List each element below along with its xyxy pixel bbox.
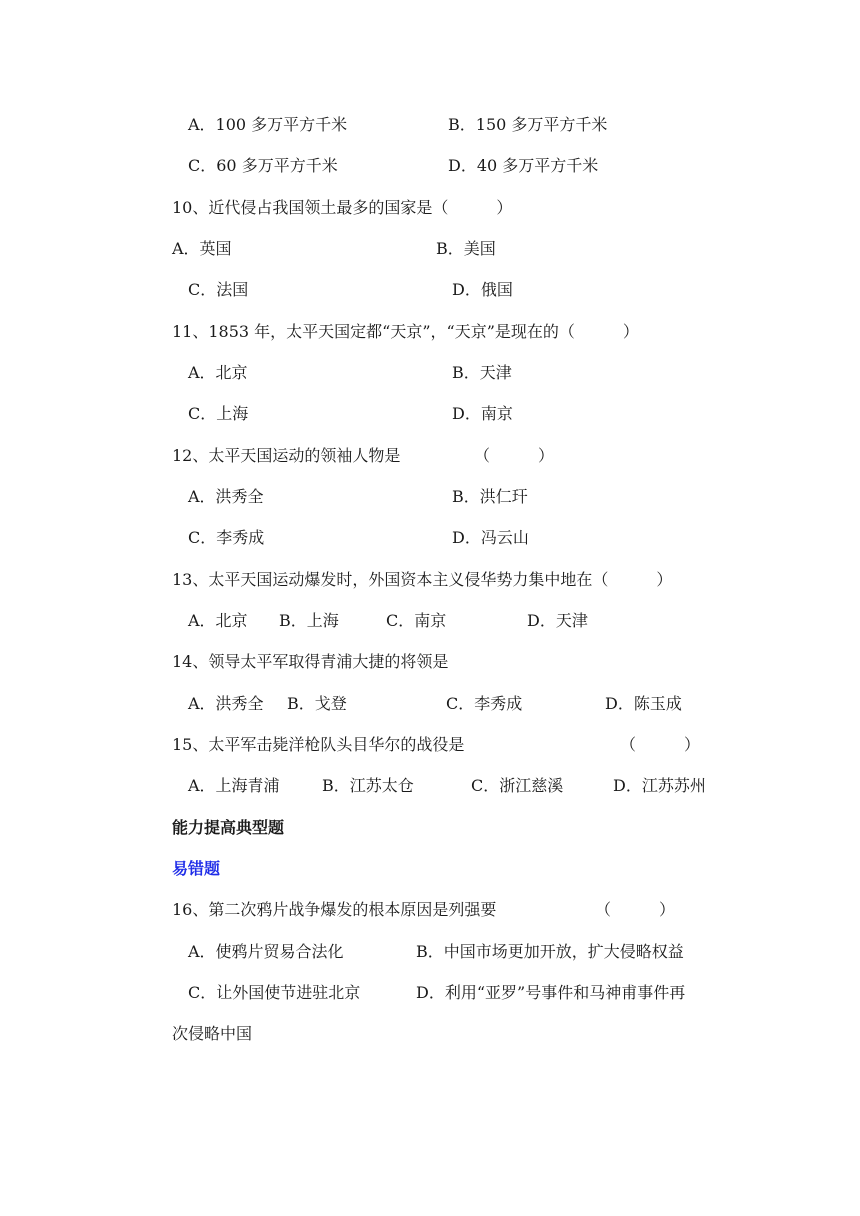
q16-option-a: A．使鸦片贸易合法化: [188, 942, 344, 961]
q11-option-a: A．北京: [188, 363, 248, 382]
q16-option-d: D．利用“亚罗”号事件和马神甫事件再: [416, 983, 686, 1002]
q11-option-c: C．上海: [188, 404, 249, 423]
q15-option-b: B．江苏太仓: [322, 776, 414, 795]
q16-option-b: B．中国市场更加开放，扩大侵略权益: [416, 942, 684, 961]
q13-option-d: D．天津: [527, 611, 588, 630]
q14-option-b: B．戈登: [287, 694, 347, 713]
q9-option-a: A．100 多万平方千米: [188, 115, 348, 134]
q10-option-b: B．美国: [436, 239, 496, 258]
question-10: 10、近代侵占我国领土最多的国家是（ ）: [172, 198, 513, 217]
question-16: 16、第二次鸦片战争爆发的根本原因是列强要: [172, 900, 497, 919]
q15-option-d: D．江苏苏州: [613, 776, 706, 795]
q15-option-c: C．浙江慈溪: [471, 776, 564, 795]
question-12: 12、太平天国运动的领袖人物是: [172, 446, 401, 465]
q14-option-d: D．陈玉成: [605, 694, 682, 713]
q10-option-c: C．法国: [188, 280, 249, 299]
q14-option-a: A．洪秀全: [188, 694, 264, 713]
q16-answer-blank: （ ）: [595, 900, 676, 919]
q13-option-c: C．南京: [386, 611, 447, 630]
q10-option-d: D．俄国: [452, 280, 513, 299]
q14-option-c: C．李秀成: [446, 694, 523, 713]
q11-option-d: D．南京: [452, 404, 513, 423]
q16-option-d-continued: 次侵略中国: [172, 1024, 253, 1043]
q12-option-a: A．洪秀全: [188, 487, 264, 506]
question-14: 14、领导太平军取得青浦大捷的将领是: [172, 652, 449, 671]
q10-option-a: A．英国: [172, 239, 232, 258]
section-heading: 能力提高典型题: [172, 818, 285, 837]
question-13: 13、太平天国运动爆发时，外国资本主义侵华势力集中地在（ ）: [172, 570, 673, 589]
q12-option-b: B．洪仁玕: [452, 487, 528, 506]
q12-option-c: C．李秀成: [188, 528, 265, 547]
q16-option-c: C．让外国使节进驻北京: [188, 983, 361, 1002]
q9-option-d: D．40 多万平方千米: [448, 156, 599, 175]
q12-answer-blank: （ ）: [474, 446, 555, 465]
q15-answer-blank: （ ）: [620, 735, 701, 754]
q11-option-b: B．天津: [452, 363, 512, 382]
q13-option-a: A．北京: [188, 611, 248, 630]
q9-option-b: B．150 多万平方千米: [448, 115, 608, 134]
q9-option-c: C．60 多万平方千米: [188, 156, 338, 175]
q12-option-d: D．冯云山: [452, 528, 529, 547]
subsection-heading: 易错题: [172, 859, 221, 878]
question-11: 11、1853 年，太平天国定都“天京”，“天京”是现在的（ ）: [172, 322, 639, 341]
q15-option-a: A．上海青浦: [188, 776, 280, 795]
question-15: 15、太平军击毙洋枪队头目华尔的战役是: [172, 735, 465, 754]
q13-option-b: B．上海: [279, 611, 339, 630]
